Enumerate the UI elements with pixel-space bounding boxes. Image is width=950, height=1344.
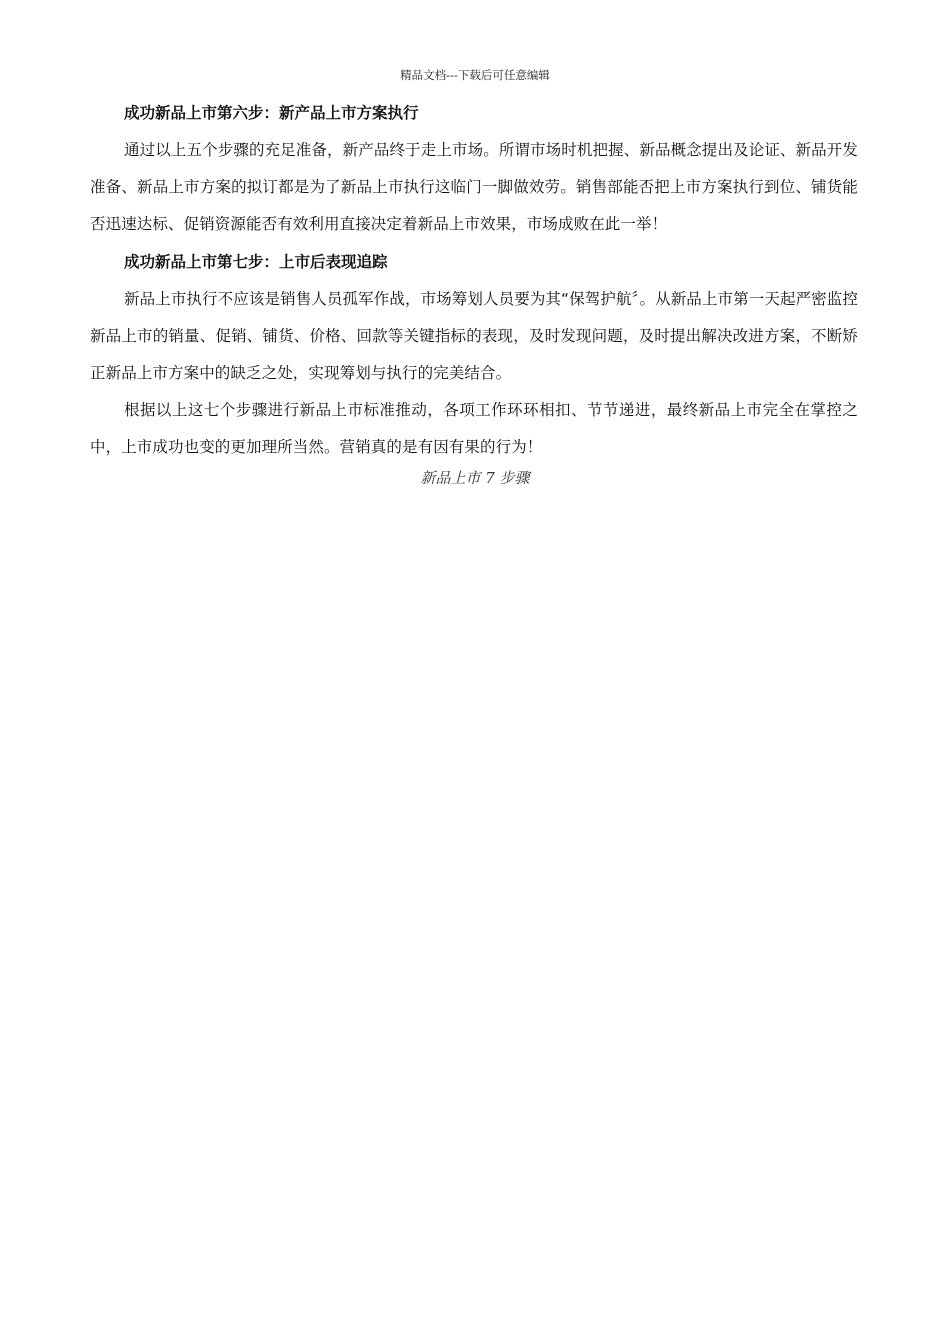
figure-caption: 新品上市 7 步骤 xyxy=(420,469,530,487)
document-body xyxy=(90,100,858,466)
section-heading-step-6: 成功新品上市第六步：新产品上市方案执行 xyxy=(124,104,419,122)
page-header: 精品文档---下载后可任意编辑 xyxy=(400,68,550,82)
section-heading-step-7: 成功新品上市第七步：上市后表现追踪 xyxy=(124,253,388,271)
closing-paragraph: 根据以上这七个步骤进行新品上市标准推动，各项工作环环相扣、节节递进，最终新品上市完全在掌控之中，上市成功也变的更加理所当然。营销真的是有因有果的行为！ xyxy=(90,401,858,456)
section-paragraph-step-7: 新品上市执行不应该是销售人员孤军作战，市场筹划人员要为其“保驾护航〞。从新品上市第一天起严密监控新品上市的销量、促销、铺货、价格、回款等关键指标的表现，及时发现问题，及时提出解决改进方案，不断矫正新品上市方案中的缺乏之处，实现筹划与执行的完美结合。 xyxy=(90,290,858,382)
section-paragraph-step-6: 通过以上五个步骤的充足准备，新产品终于走上市场。所谓市场时机把握、新品概念提出及论证、新品开发准备、新品上市方案的拟订都是为了新品上市执行这临门一脚做效劳。销售部能否把上市方案执行到位、铺货能否迅速达标、促销资源能否有效利用直接决定着新品上市效果，市场成败在此一举！ xyxy=(90,141,858,233)
